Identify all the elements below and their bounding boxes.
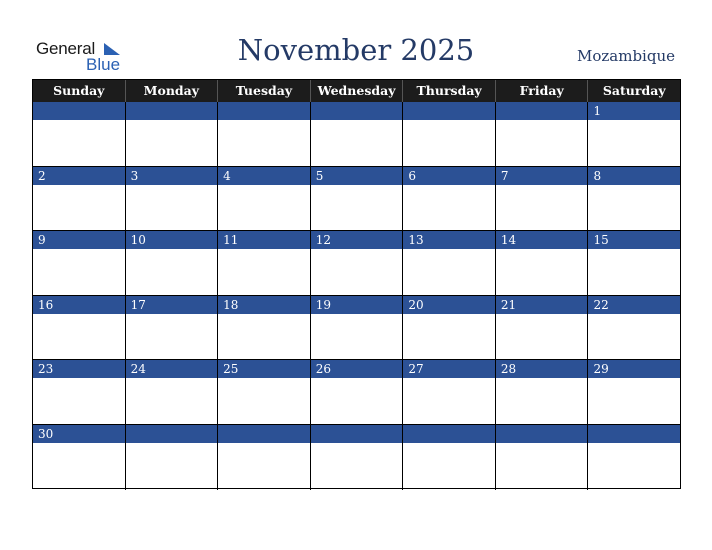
day-cell[interactable] bbox=[588, 231, 680, 296]
day-cell[interactable] bbox=[311, 296, 404, 361]
day-cell[interactable] bbox=[588, 167, 680, 232]
weekday-friday: Friday bbox=[496, 80, 589, 102]
day-cell[interactable] bbox=[126, 102, 219, 167]
week-row bbox=[33, 296, 680, 361]
week-row bbox=[33, 231, 680, 296]
day-number: 9 bbox=[38, 233, 46, 248]
logo-general-text: General bbox=[36, 39, 96, 58]
day-cell[interactable] bbox=[218, 425, 311, 490]
day-header-band bbox=[126, 296, 218, 314]
day-cell[interactable] bbox=[311, 425, 404, 490]
week-row bbox=[33, 425, 680, 490]
day-header-band bbox=[311, 425, 403, 443]
day-header-band bbox=[588, 425, 680, 443]
day-header-band bbox=[588, 360, 680, 378]
day-number: 18 bbox=[223, 297, 239, 312]
day-header-band bbox=[311, 231, 403, 249]
day-number: 29 bbox=[593, 362, 609, 377]
day-cell[interactable] bbox=[126, 425, 219, 490]
day-cell[interactable] bbox=[33, 296, 126, 361]
page-title: November 2025 bbox=[237, 33, 475, 67]
day-number: 22 bbox=[593, 297, 609, 312]
day-number: 16 bbox=[38, 297, 54, 312]
day-header-band bbox=[496, 102, 588, 120]
day-cell[interactable] bbox=[496, 425, 589, 490]
weekday-wednesday: Wednesday bbox=[311, 80, 404, 102]
day-cell[interactable] bbox=[496, 231, 589, 296]
day-header-band bbox=[403, 296, 495, 314]
day-cell[interactable] bbox=[311, 167, 404, 232]
day-header-band bbox=[311, 296, 403, 314]
day-header-band bbox=[588, 296, 680, 314]
day-number: 26 bbox=[315, 362, 332, 377]
logo-blue-text: Blue bbox=[86, 55, 121, 74]
day-header-band bbox=[218, 425, 310, 443]
weekday-sunday: Sunday bbox=[33, 80, 126, 102]
week-row bbox=[33, 102, 680, 167]
day-number: 27 bbox=[408, 362, 424, 377]
weekday-tuesday: Tuesday bbox=[218, 80, 311, 102]
week-row bbox=[33, 167, 680, 232]
day-cell[interactable] bbox=[496, 167, 589, 232]
day-cell[interactable] bbox=[33, 102, 126, 167]
day-header-band bbox=[126, 167, 218, 185]
day-number: 2 bbox=[38, 168, 46, 183]
day-header-band bbox=[588, 167, 680, 185]
day-cell[interactable] bbox=[496, 360, 589, 425]
weekday-saturday: Saturday bbox=[602, 83, 666, 98]
week-row bbox=[33, 360, 680, 425]
day-header-band bbox=[403, 231, 495, 249]
day-cell[interactable] bbox=[403, 231, 496, 296]
day-header-band bbox=[403, 425, 495, 443]
day-number: 12 bbox=[315, 233, 332, 248]
day-cell[interactable] bbox=[403, 102, 496, 167]
day-cell[interactable] bbox=[218, 360, 311, 425]
day-header-band bbox=[33, 425, 125, 443]
day-number: 21 bbox=[500, 297, 517, 312]
day-number: 24 bbox=[130, 362, 146, 377]
day-number: 3 bbox=[130, 168, 139, 183]
weekday-header-row bbox=[33, 80, 680, 102]
day-header-band bbox=[33, 360, 125, 378]
day-number: 10 bbox=[130, 233, 146, 248]
day-number: 11 bbox=[223, 233, 239, 248]
day-cell[interactable] bbox=[218, 102, 311, 167]
day-number: 4 bbox=[223, 168, 231, 183]
day-cell[interactable] bbox=[33, 360, 126, 425]
day-number: 13 bbox=[408, 233, 424, 248]
country-label: Mozambique bbox=[577, 47, 675, 65]
day-header-band bbox=[126, 102, 218, 120]
day-header-band bbox=[126, 231, 218, 249]
day-number: 8 bbox=[593, 168, 602, 183]
day-header-band bbox=[496, 231, 588, 249]
day-number: 1 bbox=[593, 104, 602, 118]
day-header-band bbox=[33, 167, 125, 185]
day-cell[interactable] bbox=[403, 167, 496, 232]
day-cell[interactable] bbox=[126, 231, 219, 296]
day-header-band bbox=[311, 360, 403, 378]
day-cell[interactable] bbox=[588, 296, 680, 361]
day-header-band bbox=[496, 425, 588, 443]
day-cell[interactable] bbox=[218, 231, 311, 296]
day-header-band bbox=[588, 102, 680, 120]
day-cell[interactable] bbox=[33, 231, 126, 296]
weekday-thursday: Thursday bbox=[403, 80, 496, 102]
day-cell[interactable] bbox=[588, 360, 680, 425]
day-number: 30 bbox=[38, 427, 54, 441]
day-cell[interactable] bbox=[403, 360, 496, 425]
day-header-band bbox=[218, 167, 310, 185]
day-cell[interactable] bbox=[33, 167, 126, 232]
day-cell[interactable] bbox=[126, 360, 219, 425]
day-number: 17 bbox=[130, 297, 146, 312]
day-header-band bbox=[403, 360, 495, 378]
day-header-band bbox=[33, 102, 125, 120]
day-header-band bbox=[218, 360, 310, 378]
calendar-grid bbox=[32, 79, 681, 489]
day-number: 23 bbox=[38, 362, 54, 377]
day-header-band bbox=[218, 102, 310, 120]
day-header-band bbox=[33, 296, 125, 314]
day-cell[interactable] bbox=[218, 167, 311, 232]
day-cell[interactable] bbox=[311, 231, 404, 296]
day-cell[interactable] bbox=[126, 167, 219, 232]
day-header-band bbox=[311, 167, 403, 185]
day-header-band bbox=[496, 167, 588, 185]
day-cell[interactable] bbox=[311, 360, 404, 425]
day-cell[interactable] bbox=[218, 296, 311, 361]
day-cell[interactable] bbox=[496, 102, 589, 167]
day-cell[interactable] bbox=[588, 102, 680, 167]
day-number: 20 bbox=[408, 297, 424, 312]
day-number: 5 bbox=[315, 168, 324, 183]
day-number: 15 bbox=[593, 233, 609, 248]
day-header-band bbox=[126, 360, 218, 378]
day-header-band bbox=[311, 102, 403, 120]
day-header-band bbox=[403, 167, 495, 185]
day-cell[interactable] bbox=[311, 102, 404, 167]
day-number: 7 bbox=[500, 168, 509, 183]
day-number: 28 bbox=[500, 362, 517, 377]
day-number: 25 bbox=[223, 362, 239, 377]
day-header-band bbox=[403, 102, 495, 120]
day-number: 19 bbox=[315, 297, 332, 312]
day-header-band bbox=[218, 296, 310, 314]
day-cell[interactable] bbox=[403, 296, 496, 361]
day-header-band bbox=[588, 231, 680, 249]
day-cell[interactable] bbox=[33, 425, 126, 490]
day-header-band bbox=[496, 360, 588, 378]
day-cell[interactable] bbox=[496, 296, 589, 361]
weekday-monday: Monday bbox=[126, 80, 219, 102]
day-header-band bbox=[126, 425, 218, 443]
day-cell[interactable] bbox=[588, 425, 680, 490]
day-header-band bbox=[218, 231, 310, 249]
day-header-band bbox=[33, 231, 125, 249]
day-number: 6 bbox=[408, 168, 416, 183]
day-cell[interactable] bbox=[403, 425, 496, 490]
day-header-band bbox=[496, 296, 588, 314]
day-number: 14 bbox=[500, 233, 517, 248]
day-cell[interactable] bbox=[126, 296, 219, 361]
